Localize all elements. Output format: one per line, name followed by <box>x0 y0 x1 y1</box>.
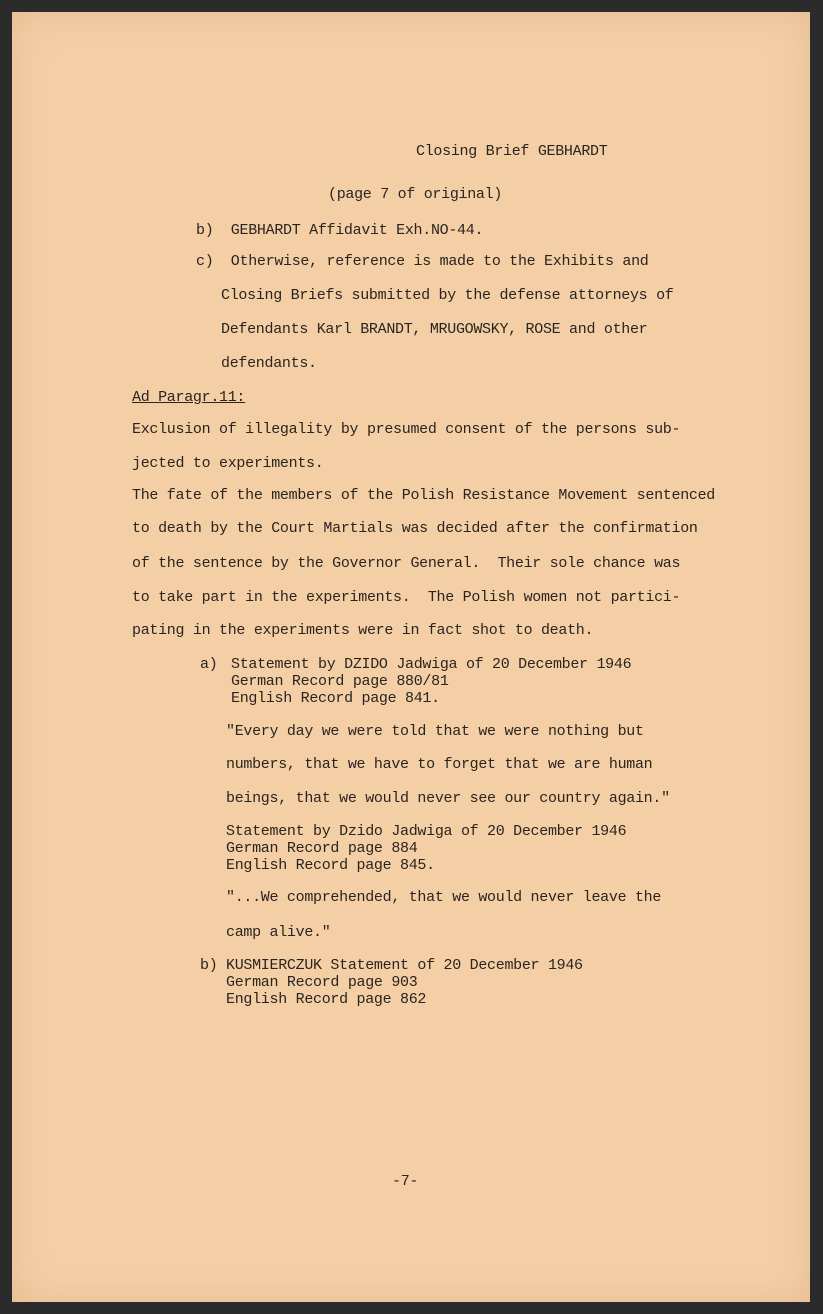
paragraph-line: to death by the Court Martials was decided after the confirmation <box>132 520 698 537</box>
citation-line: KUSMIERCZUK Statement of 20 December 1946 <box>226 957 583 974</box>
paragraph-line: jected to experiments. <box>132 455 324 472</box>
paragraph-line: pating in the experiments were in fact shot to death. <box>132 622 594 639</box>
citation-line: English Record page 862 <box>226 991 427 1008</box>
citation-line: German Record page 880/81 <box>231 673 449 690</box>
list-item-c-line: defendants. <box>221 355 317 372</box>
paragraph-line: of the sentence by the Governor General. Their sole chance was <box>132 555 681 572</box>
citation-line: German Record page 884 <box>226 840 418 857</box>
list-item-b: b) GEBHARDT Affidavit Exh.NO-44. <box>196 222 484 239</box>
page-number: -7- <box>392 1173 419 1190</box>
list-item-c-line: c) Otherwise, reference is made to the Exhibits and <box>196 253 649 270</box>
citation-line: English Record page 845. <box>226 857 435 874</box>
quote-line: "...We comprehended, that we would never leave the <box>226 889 662 906</box>
item-b-label: b) <box>200 957 218 974</box>
quote-line: numbers, that we have to forget that we are human <box>226 756 653 773</box>
paragraph-line: The fate of the members of the Polish Resistance Movement sentenced <box>132 487 715 504</box>
citation-line: Statement by Dzido Jadwiga of 20 December 1946 <box>226 823 627 840</box>
paragraph-line: to take part in the experiments. The Polish women not partici- <box>132 589 681 606</box>
quote-line: "Every day we were told that we were nothing but <box>226 723 644 740</box>
document-title: Closing Brief GEBHARDT <box>416 143 608 160</box>
quote-line: camp alive." <box>226 924 331 941</box>
citation-line: German Record page 903 <box>226 974 418 991</box>
list-item-c-line: Closing Briefs submitted by the defense attorneys of <box>221 287 674 304</box>
list-item-c-line: Defendants Karl BRANDT, MRUGOWSKY, ROSE and other <box>221 321 648 338</box>
section-heading: Ad Paragr.11: <box>132 389 246 406</box>
citation-line: Statement by DZIDO Jadwiga of 20 December 1946 <box>231 656 632 673</box>
citation-line: English Record page 841. <box>231 690 440 707</box>
paragraph-line: Exclusion of illegality by presumed consent of the persons sub- <box>132 421 681 438</box>
page-reference: (page 7 of original) <box>328 186 503 203</box>
quote-line: beings, that we would never see our country again." <box>226 790 670 807</box>
item-a-label: a) <box>200 656 218 673</box>
